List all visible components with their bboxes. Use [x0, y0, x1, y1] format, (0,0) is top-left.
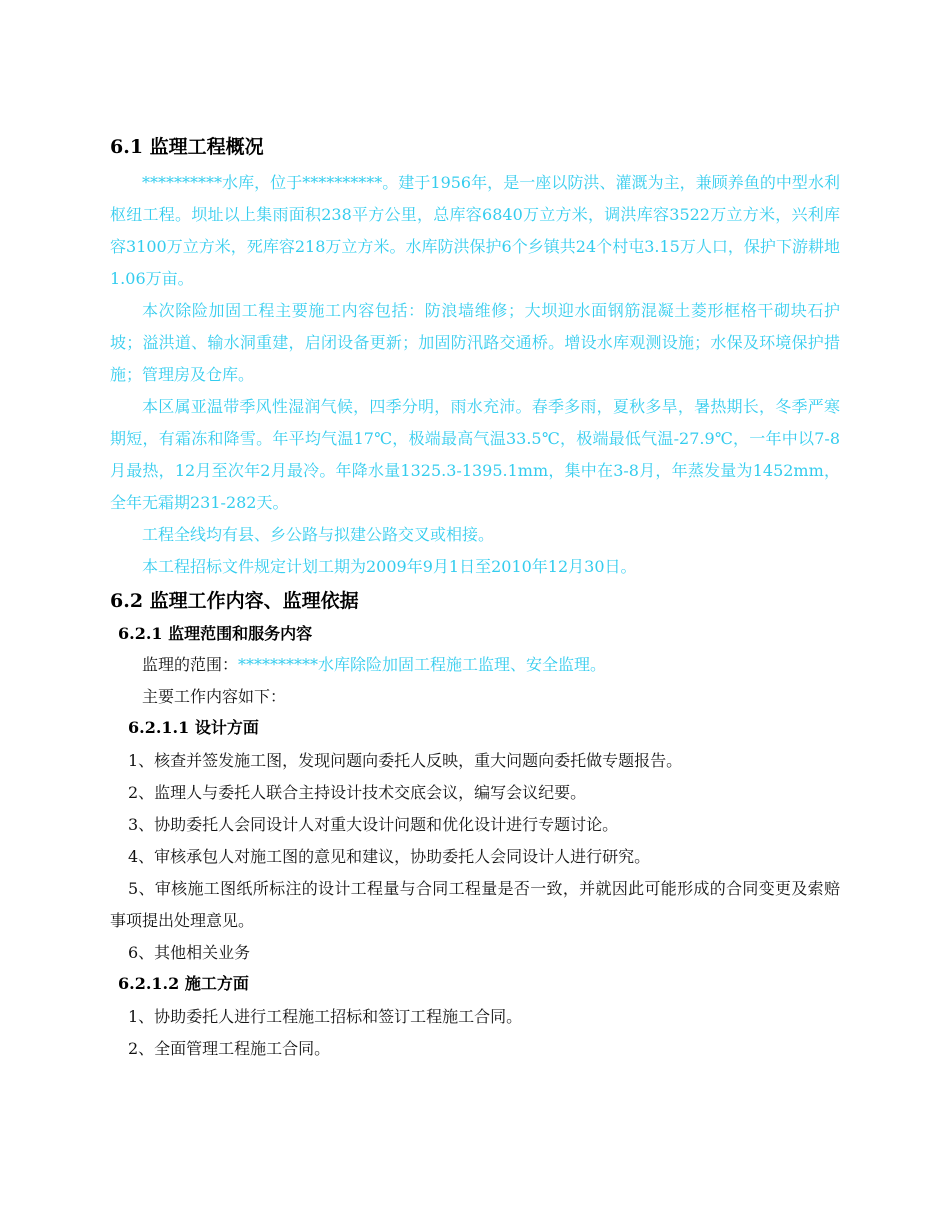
- section-title-6-1: 6.1 监理工程概况: [110, 136, 264, 158]
- scope-label: 监理的范围：: [142, 655, 239, 674]
- paragraph-climate: 本区属亚温带季风性湿润气候，四季分明，雨水充沛。春季多雨，夏秋多旱，暑热期长，冬季严寒期短，有霜冻和降雪。年平均气温17℃，极端最高气温33.5℃，极端最低气温-27.9℃，一年中以7-8月最热，12月至次年2月最冷。年降水量1325.3-1395.1mm，集中在3-8月，年蒸发量为1452mm，全年无霜期231-282天。: [110, 397, 840, 512]
- section-title-6-2: 6.2 监理工作内容、监理依据: [110, 590, 359, 612]
- paragraph-scope: [110, 649, 840, 681]
- list-item: 6、其他相关业务: [128, 943, 251, 962]
- section-title-6-2-1: 6.2.1 监理范围和服务内容: [118, 624, 313, 643]
- paragraph-main-work: 主要工作内容如下：: [142, 687, 287, 706]
- paragraph-overview: **********水库，位于**********。建于1956年，是一座以防洪、灌溉为主，兼顾养鱼的中型水利枢纽工程。坝址以上集雨面积238平方公里，总库容6840万立方米，调洪库容3522万立方米，兴利库容3100万立方米，死库容218万立方米。水库防洪保护6个乡镇共24个村屯3.15万人口，保护下游耕地1.06万亩。: [110, 173, 840, 288]
- list-item: 2、全面管理工程施工合同。: [128, 1039, 331, 1058]
- list-item: 2、监理人与委托人联合主持设计技术交底会议，编写会议纪要。: [128, 783, 587, 802]
- section-title-6-2-1-1: 6.2.1.1 设计方面: [128, 718, 259, 737]
- list-item: 4、审核承包人对施工图的意见和建议，协助委托人会同设计人进行研究。: [128, 847, 651, 866]
- list-item: 5、审核施工图纸所标注的设计工程量与合同工程量是否一致，并就因此可能形成的合同变更及索赔事项提出处理意见。: [110, 879, 840, 930]
- list-item: 3、协助委托人会同设计人对重大设计问题和优化设计进行专题讨论。: [128, 815, 619, 834]
- section-title-6-2-1-2: 6.2.1.2 施工方面: [118, 974, 249, 993]
- list-item: 1、核查并签发施工图，发现问题向委托人反映，重大问题向委托做专题报告。: [128, 751, 683, 770]
- scope-value: **********水库除险加固工程施工监理、安全监理。: [238, 655, 607, 674]
- paragraph-construction-content: 本次除险加固工程主要施工内容包括：防浪墙维修；大坝迎水面钢筋混凝土菱形框格干砌块石护坡；溢洪道、输水洞重建，启闭设备更新；加固防汛路交通桥。增设水库观测设施；水保及环境保护措施；管理房及仓库。: [110, 301, 840, 384]
- paragraph-schedule: 本工程招标文件规定计划工期为2009年9月1日至2010年12月30日。: [142, 557, 637, 576]
- list-item: 1、协助委托人进行工程施工招标和签订工程施工合同。: [128, 1007, 523, 1026]
- paragraph-roads: 工程全线均有县、乡公路与拟建公路交叉或相接。: [142, 525, 495, 544]
